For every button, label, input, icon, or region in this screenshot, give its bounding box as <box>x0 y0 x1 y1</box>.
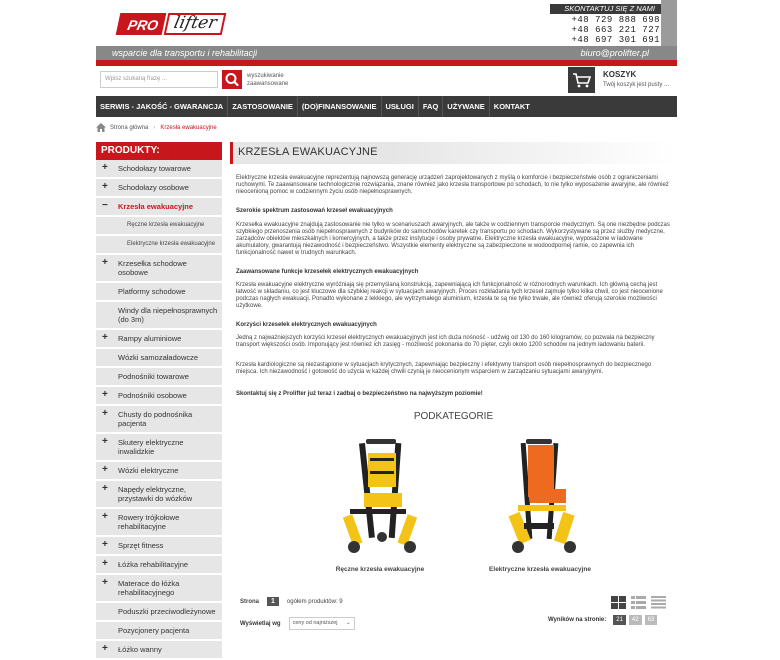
paragraph: Krzesełka ewakuacyjne znajdują zastosowanie nie tylko w scenariuszach awaryjnych, ale także w codziennym transporcie medycznym. Są one niezbędne podczas szybkiego przenoszenia osób niepełnosprawnych z budynków do samochodów karetek czy transportu po schodach. Wykorzystywane są przez służby medyczne, zarządców obiektów mieszkalnych i komercyjnych, a także przez instytucje i osoby prywatne. Elektryczne krzesła ewakuacyjne, wyposażone w ładowane akumulatory, gwarantują niezawodność i bezpieczeństwo. Wszystkie elementy elektryczne są zabezpieczone w wodoodpornej ramie, co zapewnia ich funkcjonalność nawet w trudnych warunkach. <box>236 222 670 256</box>
breadcrumb-home[interactable]: Strona główna <box>110 125 149 131</box>
sidebar-item[interactable] <box>96 603 222 622</box>
sidebar-item[interactable] <box>96 387 222 406</box>
main-menu <box>96 96 677 117</box>
product-sidebar <box>96 142 222 654</box>
sort-value: ceny od najniższej <box>292 620 338 626</box>
per-page-option[interactable]: 42 <box>629 615 642 625</box>
compact-list-view-icon[interactable] <box>651 596 666 609</box>
phone-list <box>562 15 660 45</box>
menu-item-used[interactable]: UŻYWANE <box>443 96 490 117</box>
sort-select[interactable] <box>289 617 355 630</box>
sidebar-item-label: Rampy aluminiowe <box>118 334 182 343</box>
sort-label: Wyświetlaj wg <box>240 620 281 627</box>
expand-icon[interactable]: + <box>102 558 108 569</box>
sidebar-item[interactable] <box>96 349 222 368</box>
phone-number[interactable]: +48 697 301 691 <box>571 35 660 45</box>
cart-icon <box>568 67 595 93</box>
sidebar-item-label: Wózki samozaładowcze <box>118 353 199 362</box>
collapse-icon[interactable]: − <box>102 200 108 211</box>
contact-title: SKONTAKTUJ SIĘ Z NAMI <box>550 4 661 14</box>
product-count: ogółem produktów: 9 <box>286 598 343 605</box>
logo[interactable] <box>118 13 225 35</box>
menu-item-service[interactable]: SERWIS - JAKOŚĆ - GWARANCJA <box>96 96 228 117</box>
search-row <box>96 66 677 96</box>
cta-text: Skontaktuj się z Prolifter już teraz i zadbaj o bezpieczeństwo na najwyższym poziomie! <box>236 391 483 397</box>
cart-status: Twój koszyk jest pusty ... <box>603 82 670 88</box>
cart-title[interactable]: KOSZYK <box>603 70 637 79</box>
manual-evacuation-chair-image <box>320 431 440 561</box>
paragraph: Krzesła kardiologiczne są niezastąpione w sytuacjach krytycznych, zapewniając bezpieczny i efektywny transport osób niepełnosprawnych do bezpiecznego miejsca. Ich niezawodność i gotowość do użycia w każdej chwili czynią je nieocenionym wsparciem w zarządzaniu sytuacjami awaryjnymi. <box>236 362 652 375</box>
expand-icon[interactable]: + <box>102 408 108 419</box>
home-icon[interactable] <box>96 123 106 132</box>
sidebar-item-label: Windy dla niepełnosprawnych (do 3m) <box>118 306 218 324</box>
sidebar-item[interactable] <box>96 255 222 283</box>
sidebar-item[interactable] <box>96 556 222 575</box>
sidebar-item[interactable] <box>96 481 222 509</box>
sidebar-item-label: Ręczne krzesła ewakuacyjne <box>127 222 205 228</box>
sidebar-item-label: Sprzęt fitness <box>118 541 164 550</box>
email-link[interactable]: biuro@prolifter.pl <box>550 46 677 60</box>
breadcrumb-current: Krzesła ewakuacyjne <box>160 125 217 131</box>
sidebar-item-label: Wózki elektryczne <box>118 466 179 475</box>
sidebar-item-label: Pozycjonery pacjenta <box>118 626 190 635</box>
subcategories-title: PODKATEGORIE <box>413 411 494 422</box>
subcategory-name[interactable]: Ręczne krzesła ewakuacyjne <box>335 566 425 573</box>
section-heading: Szerokie spektrum zastosowań krzeseł ewakuacyjnych <box>236 208 393 214</box>
phone-number[interactable]: +48 663 221 727 <box>571 25 660 35</box>
pagination <box>240 597 343 606</box>
sidebar-subitem[interactable] <box>96 236 222 255</box>
expand-icon[interactable]: + <box>102 539 108 550</box>
slogan: wsparcie dla transportu i rehabilitacji <box>96 46 550 60</box>
per-page-option[interactable]: 63 <box>645 615 658 625</box>
paragraph: Jedną z najważniejszych korzyści krzeseł elektrycznych ewakuacyjnych jest ich duża nośność - udźwig od 130 do 160 kilogramów, co pozwala na bezpieczny transport większości osób. Imponujący jest również ich zasięg - możliwość pokonania do 70 pięter, czyli około 1200 schodów na jednym ładowaniu baterii. <box>236 335 655 348</box>
sidebar-item-label: Podnośniki towarowe <box>118 372 189 381</box>
sort-row <box>240 617 355 630</box>
electric-evacuation-chair-image <box>480 431 600 561</box>
sidebar-heading: PRODUKTY: <box>96 142 222 160</box>
breadcrumb-separator-icon: › <box>153 125 156 131</box>
menu-item-contact[interactable]: KONTAKT <box>493 102 530 111</box>
page-title-bar <box>230 142 677 164</box>
paragraph: Krzesła ewakuacyjne elektryczne wyróżniają się przemyślaną konstrukcją, zapewniającą ich funkcjonalność w różnorodnych warunkach. Ich główną cechą jest łatwość w składaniu, co jest kluczowe dla szybkiej reakcji w sytuacjach awaryjnych. Proces rozkładania tych krzeseł zajmuje tylko kilka chwil, co jest nieocenione podczas nagłych ewakuacji. Ponadto wykonane z lekkiego, ale wytrzymałego aluminium, krzesła te są nie tylko trwałe, ale również oferują szerokie możliwości użytkowe. <box>236 282 663 309</box>
search-icon <box>222 70 242 89</box>
sidebar-item-label: Poduszki przeciwodleżynowe <box>118 607 216 616</box>
expand-icon[interactable]: + <box>102 389 108 400</box>
sidebar-item[interactable] <box>96 406 222 434</box>
phone-number[interactable]: +48 729 888 698 <box>571 15 660 25</box>
sidebar-item[interactable] <box>96 434 222 462</box>
expand-icon[interactable]: + <box>102 577 108 588</box>
menu-item-services[interactable]: USŁUGI <box>382 96 419 117</box>
advanced-search-link[interactable] <box>247 72 307 88</box>
sidebar-item-label: Schodołazy towarowe <box>118 164 191 173</box>
section-heading: Zaawansowane funkcje krzesełek elektrycznych ewakuacyjnych <box>236 269 419 275</box>
sidebar-item[interactable] <box>96 509 222 537</box>
sidebar-item[interactable] <box>96 283 222 302</box>
main-content <box>230 142 677 635</box>
sidebar-item-label: Elektryczne krzesła ewakuacyjne <box>127 241 216 247</box>
menu-item-usage[interactable]: ZASTOSOWANIE <box>228 96 298 117</box>
page-label: Strona <box>240 598 260 605</box>
expand-icon[interactable]: + <box>102 483 108 494</box>
expand-icon[interactable]: + <box>102 464 108 475</box>
sidebar-list <box>96 160 222 660</box>
advanced-search-line2: zaawansowane <box>247 81 289 87</box>
sidebar-item[interactable] <box>96 622 222 641</box>
cart-button[interactable] <box>568 67 595 93</box>
sidebar-item-label: Podnośniki osobowe <box>118 391 187 400</box>
expand-icon[interactable]: + <box>102 162 108 173</box>
sidebar-item[interactable] <box>96 575 222 603</box>
grid-view-icon[interactable] <box>611 596 626 609</box>
sidebar-item[interactable] <box>96 179 222 198</box>
sidebar-item[interactable] <box>96 462 222 481</box>
expand-icon[interactable]: + <box>102 643 108 654</box>
breadcrumb <box>96 123 217 133</box>
sidebar-item[interactable] <box>96 198 222 217</box>
sidebar-item[interactable] <box>96 368 222 387</box>
expand-icon[interactable]: + <box>102 332 108 343</box>
search-input[interactable]: Wpisz szukaną frazę ... <box>100 71 218 88</box>
sidebar-item-label: Chusty do podnośnika pacjenta <box>118 410 193 428</box>
sidebar-item[interactable] <box>96 537 222 556</box>
per-page-label: Wyników na stronie: <box>548 617 607 623</box>
search-button[interactable] <box>222 70 242 89</box>
sidebar-item[interactable] <box>96 160 222 179</box>
subcategory-card[interactable] <box>320 431 440 571</box>
sidebar-item-label: Krzesełka schodowe osobowe <box>118 259 187 277</box>
sidebar-item[interactable] <box>96 330 222 349</box>
page-number-button[interactable]: 1 <box>267 597 279 606</box>
expand-icon[interactable]: + <box>102 511 108 522</box>
page-title: KRZESŁA EWAKUACYJNE <box>238 146 378 158</box>
sidebar-item-label: Rowery trójkołowe rehabilitacyjne <box>118 513 180 531</box>
view-switcher <box>611 596 666 609</box>
sidebar-subitem[interactable] <box>96 217 222 236</box>
expand-icon[interactable]: + <box>102 257 108 268</box>
header <box>96 0 677 66</box>
sidebar-item-label: Łóżko wanny <box>118 645 162 654</box>
sidebar-item-label: Krzesła ewakuacyjne <box>118 202 194 211</box>
expand-icon[interactable]: + <box>102 181 108 192</box>
logo-lifter: lifter <box>164 13 227 35</box>
per-page <box>548 615 657 625</box>
sidebar-item-label: Materace do łóżka rehabilitacyjnego <box>118 579 180 597</box>
chevron-down-icon: ⌄ <box>345 620 351 626</box>
sidebar-item-label: Schodołazy osobowe <box>118 183 189 192</box>
list-view-icon[interactable] <box>631 596 646 609</box>
subcategory-name[interactable]: Elektryczne krzesła ewakuacyjne <box>489 566 591 573</box>
section-heading: Korzyści krzesełek elektrycznych ewakuacyjnych <box>236 322 377 328</box>
per-page-option[interactable]: 21 <box>613 615 626 625</box>
sidebar-item-label: Skutery elektryczne inwalidzkie <box>118 438 184 456</box>
sidebar-item-label: Platformy schodowe <box>118 287 186 296</box>
expand-icon[interactable]: + <box>102 436 108 447</box>
advanced-search-line1: wyszukiwanie <box>247 73 284 79</box>
menu-item-faq[interactable]: FAQ <box>419 96 443 117</box>
sidebar-item[interactable] <box>96 641 222 660</box>
sidebar-item-label: Napędy elektryczne, przystawki do wózków <box>118 485 193 503</box>
logo-pro: PRO <box>116 13 167 35</box>
sidebar-item-label: Łóżka rehabilitacyjne <box>118 560 189 569</box>
intro-paragraph: Elektryczne krzesła ewakuacyjne reprezentują najnowszą generację urządzeń zaprojektowanych z myślą o komforcie i bezpieczeństwie osób z ograniczeniami ruchowymi. Te zaawansowane technologicznie rozwiązania, znane również jako krzesła transportowe po schodach, to nie tylko wyposażenie awaryjne, ale również nieocenioną pomoc w codziennym życiu osób niepełnosprawnych. <box>236 175 669 195</box>
subcategory-card[interactable] <box>480 431 600 571</box>
menu-item-financing[interactable]: (DO)FINANSOWANIE <box>298 96 382 117</box>
sidebar-item[interactable] <box>96 302 222 330</box>
